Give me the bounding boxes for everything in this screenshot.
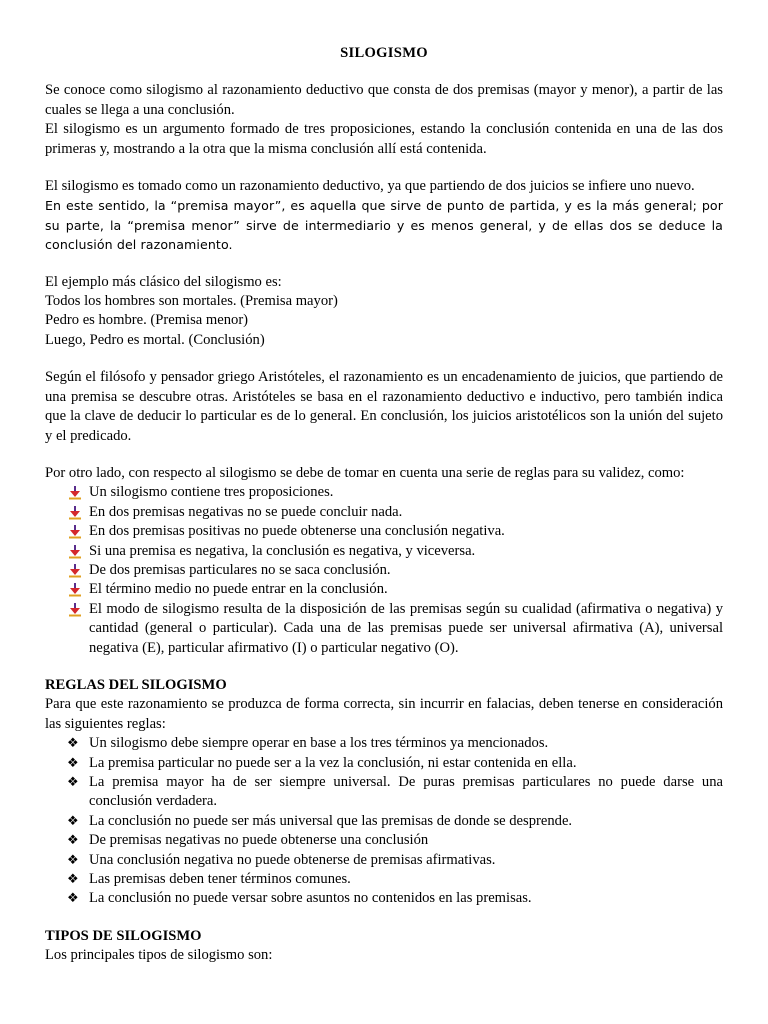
example-line-3: Luego, Pedro es mortal. (Conclusión) bbox=[45, 331, 265, 348]
reglas-list bbox=[45, 734, 723, 909]
list-item bbox=[67, 522, 723, 541]
rules-intro: Por otro lado, con respecto al silogismo se debe de tomar en cuenta una serie de reglas para su validez, como: bbox=[45, 464, 685, 481]
four-diamond-bullet-icon: ❖ bbox=[67, 891, 79, 907]
intro-paragraph-1: Se conoce como silogismo al razonamiento deductivo que consta de dos premisas (mayor y menor), a partir de las cuales se llega a una conclusión. bbox=[45, 82, 723, 118]
list-item-text: Un silogismo debe siempre operar en base a los tres términos ya mencionados. bbox=[89, 735, 549, 752]
reglas-heading: REGLAS DEL SILOGISMO bbox=[45, 676, 227, 693]
down-arrow-bullet-icon bbox=[67, 522, 85, 541]
list-item bbox=[67, 580, 723, 599]
list-item-text: La premisa particular no puede ser a la vez la conclusión, ni estar contenida en ella. bbox=[89, 754, 577, 771]
four-diamond-bullet-icon: ❖ bbox=[67, 755, 79, 771]
list-item-text: Si una premisa es negativa, la conclusión es negativa, y viceversa. bbox=[89, 542, 476, 559]
rules-list bbox=[45, 483, 723, 658]
list-item bbox=[67, 561, 723, 580]
list-item-text: De dos premisas particulares no se saca conclusión. bbox=[89, 561, 391, 578]
example-intro: El ejemplo más clásico del silogismo es: bbox=[45, 273, 282, 290]
list-item bbox=[67, 754, 723, 773]
deductive-paragraph-2: En este sentido, la “premisa mayor”, es aquella que sirve de punto de partida, y es la más general; por su parte, la “premisa menor” sirve de intermediario y es menos general, y de ellas dos se deduce la conclusión del razonamiento. bbox=[45, 198, 723, 253]
four-diamond-bullet-icon: ❖ bbox=[67, 813, 79, 829]
list-item-text: Una conclusión negativa no puede obtenerse de premisas afirmativas. bbox=[89, 851, 496, 868]
down-arrow-bullet-icon bbox=[67, 542, 85, 561]
deductive-paragraph-1: El silogismo es tomado como un razonamiento deductivo, ya que partiendo de dos juicios se infiere uno nuevo. bbox=[45, 178, 695, 195]
down-arrow-bullet-icon bbox=[67, 561, 85, 580]
list-item-text: En dos premisas negativas no se puede concluir nada. bbox=[89, 503, 403, 520]
list-item-text: La conclusión no puede versar sobre asuntos no contenidos en las premisas. bbox=[89, 890, 532, 907]
list-item bbox=[67, 851, 723, 870]
down-arrow-bullet-icon bbox=[67, 580, 85, 599]
list-item bbox=[67, 483, 723, 502]
list-item-text: Las premisas deben tener términos comunes. bbox=[89, 871, 351, 888]
aristotle-paragraph: Según el filósofo y pensador griego Aristóteles, el razonamiento es un encadenamiento de juicios, que partiendo de una premisa se descubre otras. Aristóteles se basa en el razonamiento deductivo e inductivo, pero también indica que la clave de deducir lo particular es de lo general. En conclusión, los juicios aristotélicos son la unión del sujeto y el predicado. bbox=[45, 369, 723, 444]
example-line-1: Todos los hombres son mortales. (Premisa mayor) bbox=[45, 293, 338, 310]
four-diamond-bullet-icon: ❖ bbox=[67, 872, 79, 888]
list-item bbox=[67, 889, 723, 908]
list-item bbox=[67, 503, 723, 522]
intro-paragraph-2: El silogismo es un argumento formado de tres proposiciones, estando la conclusión contenida en una de las dos primeras y, mostrando a la otra que la misma conclusión allí está contenida. bbox=[45, 121, 723, 157]
down-arrow-bullet-icon bbox=[67, 600, 85, 619]
reglas-intro: Para que este razonamiento se produzca de forma correcta, sin incurrir en falacias, deben tenerse en consideración las siguientes reglas: bbox=[45, 696, 723, 732]
list-item-text: En dos premisas positivas no puede obtenerse una conclusión negativa. bbox=[89, 523, 505, 540]
example-line-2: Pedro es hombre. (Premisa menor) bbox=[45, 312, 249, 329]
tipos-heading: TIPOS DE SILOGISMO bbox=[45, 927, 202, 944]
down-arrow-bullet-icon bbox=[67, 503, 85, 522]
list-item-text: Un silogismo contiene tres proposiciones. bbox=[89, 484, 334, 501]
four-diamond-bullet-icon: ❖ bbox=[67, 852, 79, 868]
four-diamond-bullet-icon: ❖ bbox=[67, 833, 79, 849]
list-item-text: De premisas negativas no puede obtenerse una conclusión bbox=[89, 832, 429, 849]
four-diamond-bullet-icon: ❖ bbox=[67, 736, 79, 752]
document-title: SILOGISMO bbox=[340, 45, 428, 61]
tipos-intro: Los principales tipos de silogismo son: bbox=[45, 947, 273, 964]
list-item bbox=[67, 812, 723, 831]
list-item-text: El modo de silogismo resulta de la disposición de las premisas según su cualidad (afirmativa o negativa) y cantidad (general o particular). Cada una de las premisas puede ser universal afirmativa (A), universal negativa (E), particular afirmativo (I) o particular negativo (O). bbox=[89, 600, 723, 656]
list-item bbox=[67, 734, 723, 753]
four-diamond-bullet-icon: ❖ bbox=[67, 775, 79, 790]
list-item-text: La premisa mayor ha de ser siempre universal. De puras premisas particulares no puede darse una conclusión verdadera. bbox=[89, 774, 723, 810]
list-item-text: La conclusión no puede ser más universal que las premisas de donde se desprende. bbox=[89, 812, 573, 829]
list-item-text: El término medio no puede entrar en la conclusión. bbox=[89, 581, 388, 598]
list-item bbox=[67, 773, 723, 812]
list-item bbox=[67, 542, 723, 561]
list-item bbox=[67, 600, 723, 658]
list-item bbox=[67, 831, 723, 850]
list-item bbox=[67, 870, 723, 889]
down-arrow-bullet-icon bbox=[67, 483, 85, 502]
